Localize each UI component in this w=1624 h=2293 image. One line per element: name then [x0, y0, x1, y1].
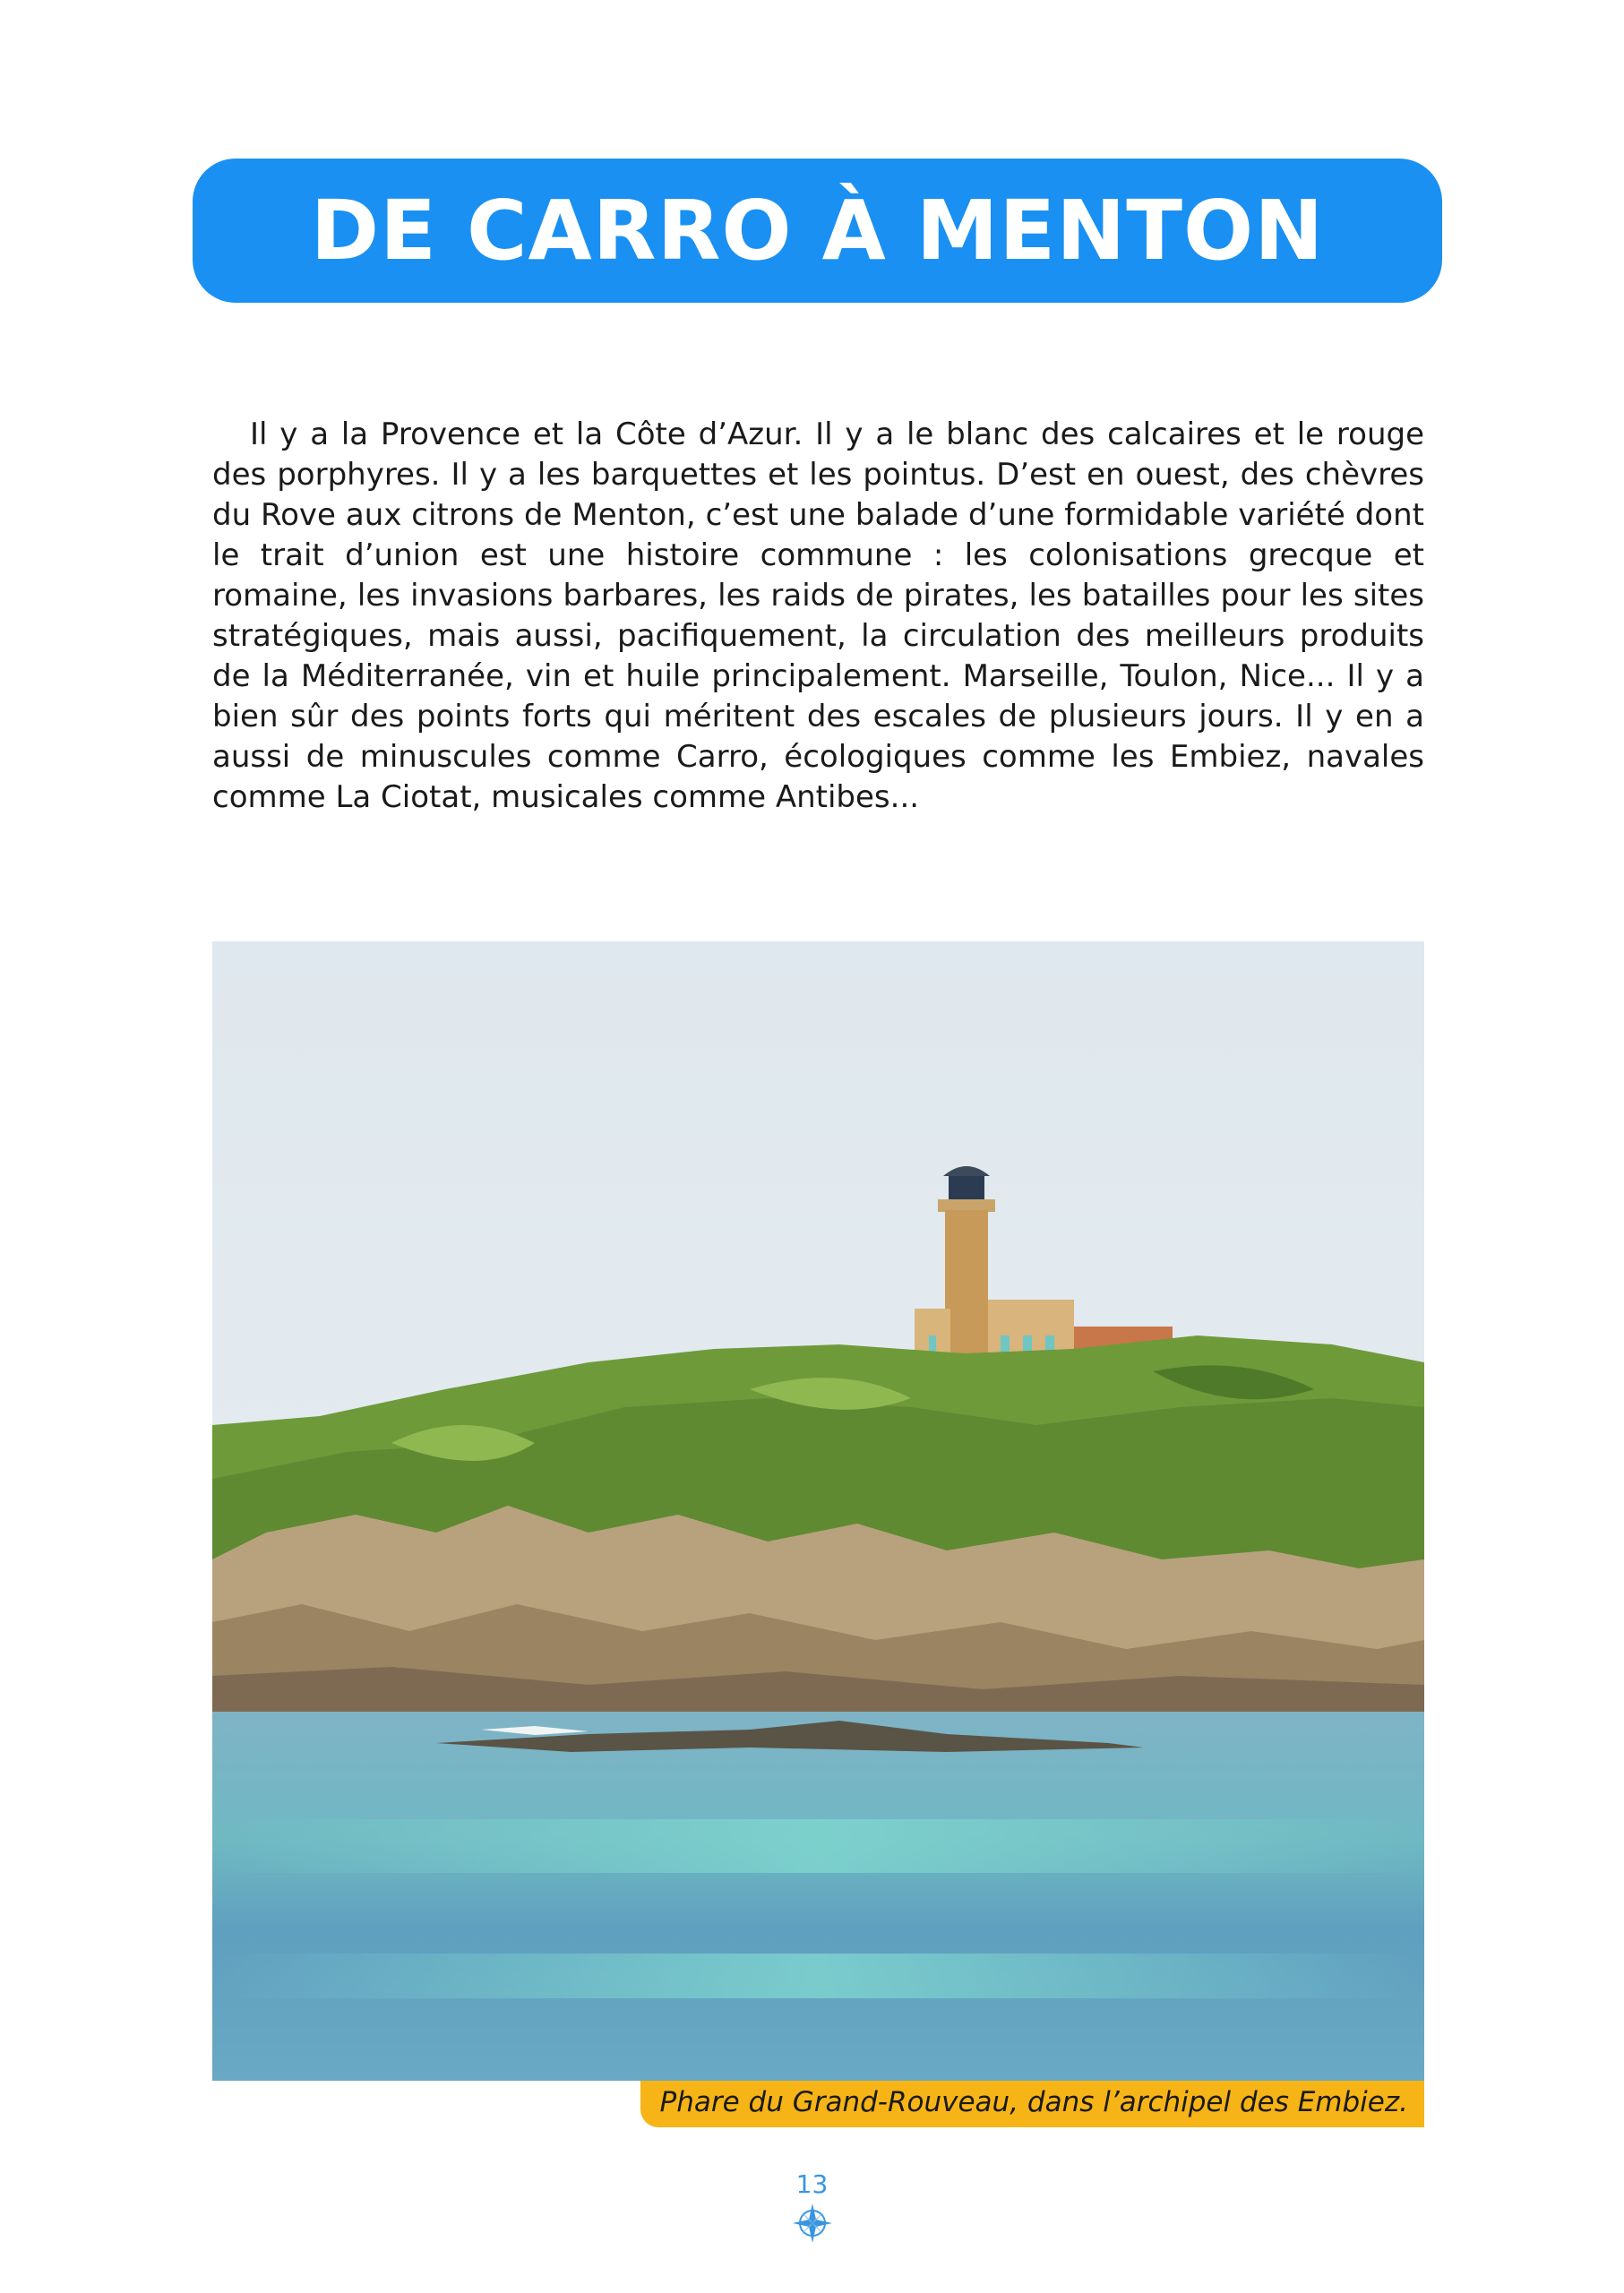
- page-number: 13: [795, 2169, 829, 2199]
- intro-paragraph: Il y a la Provence et la Côte d’Azur. Il y a le blanc des calcaires et le rouge des porphyres. Il y a les barquettes et les pointus. D’est en ouest, des chèvres du Rove aux citrons de Menton, c’est une balade d’une formidable variété dont le trait d’union est une histoire commune : les colonisations grecque et romaine, les invasions barbares, les raids de pirates, les batailles pour les sites stratégiques, mais aussi, pacifiquement, la circulation des meilleurs produits de la Méditerranée, vin et huile principalement. Marseille, Toulon, Nice... Il y a bien sûr des points forts qui méritent des escales de plusieurs jours. Il y en a aussi de minuscules comme Carro, écologiques comme les Embiez, navales comme La Ciotat, musicales comme Antibes...: [212, 417, 1424, 815]
- photo-caption: Phare du Grand-Rouveau, dans l’archipel des Embiez.: [640, 2081, 1424, 2127]
- title-banner: [193, 159, 1442, 303]
- page-title: DE CARRO À MENTON: [310, 183, 1325, 279]
- compass-rose-icon: [791, 2202, 834, 2245]
- lighthouse-photo: [212, 941, 1424, 2081]
